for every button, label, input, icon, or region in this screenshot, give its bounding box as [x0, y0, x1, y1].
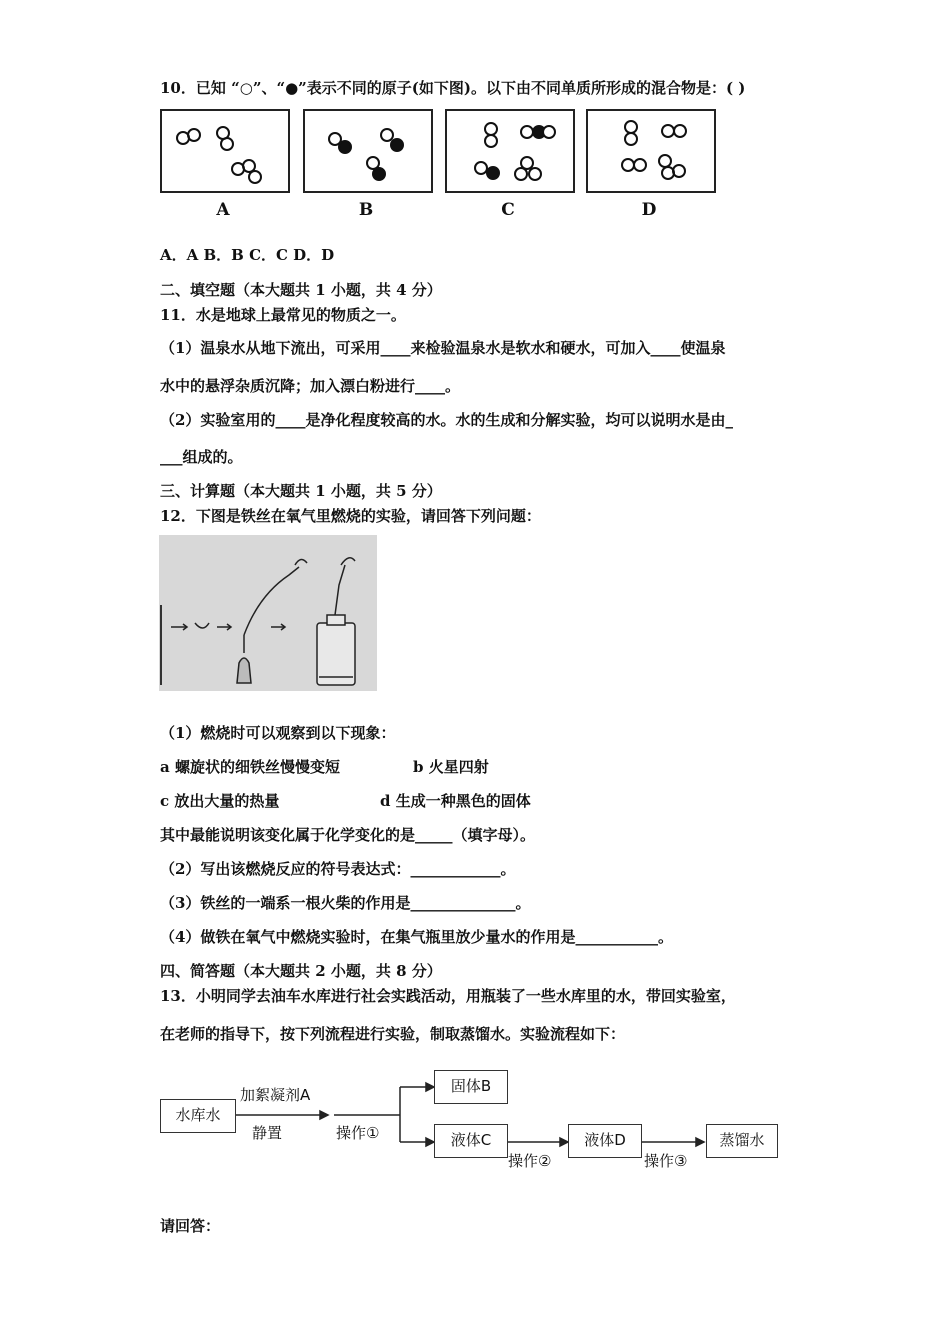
molecule-diagram-c [447, 111, 573, 191]
q12-option-b: b 火星四射 [413, 758, 489, 776]
box-label-a: A [216, 200, 230, 220]
q11-part1-line2: 水中的悬浮杂质沉降；加入漂白粉进行____。 [160, 377, 461, 395]
molecule-box-c [445, 109, 575, 193]
q11-part2-line1: （2）实验室用的____是净化程度较高的水。水的生成和分解实验，均可以说明水是由_ [160, 411, 733, 429]
q12-part2: （2）写出该燃烧反应的符号表达式：____________。 [160, 860, 516, 878]
flow-box-reservoir-water: 水库水 [160, 1099, 236, 1133]
molecule-box-a [160, 109, 290, 193]
q12-option-c: c 放出大量的热量 [160, 792, 280, 810]
section3-heading: 三、计算题（本大题共 1 小题，共 5 分） [160, 482, 442, 500]
box-label-b: B [358, 200, 374, 220]
flow-label-add-flocculant: 加絮凝剂A [240, 1086, 311, 1104]
section2-heading: 二、填空题（本大题共 1 小题，共 4 分） [160, 281, 442, 299]
flow-label-operation1: 操作① [336, 1124, 380, 1142]
molecule-diagram-b [305, 111, 431, 191]
q12-option-d: d 生成一种黑色的固体 [380, 792, 531, 810]
flow-label-operation3: 操作③ [644, 1152, 688, 1170]
section4-heading: 四、简答题（本大题共 2 小题，共 8 分） [160, 962, 442, 980]
q12-part4: （4）做铁在氧气中燃烧实验时，在集气瓶里放少量水的作用是___________。 [160, 928, 673, 946]
flow-box-solid-b: 固体B [434, 1070, 508, 1104]
iron-wire-combustion-image [159, 535, 377, 691]
q13-stem-line2: 在老师的指导下，按下列流程进行实验，制取蒸馏水。实验流程如下： [160, 1025, 626, 1043]
q13-ask: 请回答： [160, 1217, 221, 1235]
molecule-box-d [586, 109, 716, 193]
q12-option-a: a 螺旋状的细铁丝慢慢变短 [160, 758, 340, 776]
q11-part1-line1: （1）温泉水从地下流出，可采用____来检验温泉水是软水和硬水，可加入____使温泉 [160, 339, 726, 357]
q12-stem: 12．下图是铁丝在氧气里燃烧的实验，请回答下列问题： [160, 507, 541, 525]
q10-stem: 10．已知 “○”、“●”表示不同的原子(如下图)。以下由不同单质所形成的混合物是：( ) [160, 79, 746, 97]
experiment-sketch [159, 535, 377, 691]
molecule-diagram-d [588, 111, 714, 191]
box-label-d: D [641, 200, 657, 220]
flow-box-distilled-water: 蒸馏水 [706, 1124, 778, 1158]
q10-options: A．A B．B C．C D．D [160, 246, 335, 264]
q13-stem-line1: 13．小明同学去油车水库进行社会实践活动，用瓶装了一些水库里的水，带回实验室， [160, 987, 736, 1005]
flow-box-liquid-d: 液体D [568, 1124, 642, 1158]
experiment-flowchart [160, 1062, 790, 1172]
q12-part1: （1）燃烧时可以观察到以下现象： [160, 724, 396, 742]
flow-label-operation2: 操作② [508, 1152, 552, 1170]
q12-part1-question: 其中最能说明该变化属于化学变化的是_____（填字母）。 [160, 826, 536, 844]
q11-stem: 11．水是地球上最常见的物质之一。 [160, 306, 406, 324]
flow-box-liquid-c: 液体C [434, 1124, 508, 1158]
box-label-c: C [501, 200, 515, 220]
q12-part3: （3）铁丝的一端系一根火柴的作用是______________。 [160, 894, 531, 912]
molecule-box-b [303, 109, 433, 193]
flow-label-settle: 静置 [252, 1124, 283, 1142]
q11-part2-line2: ___组成的。 [160, 448, 243, 466]
molecule-diagram-a [162, 111, 288, 191]
